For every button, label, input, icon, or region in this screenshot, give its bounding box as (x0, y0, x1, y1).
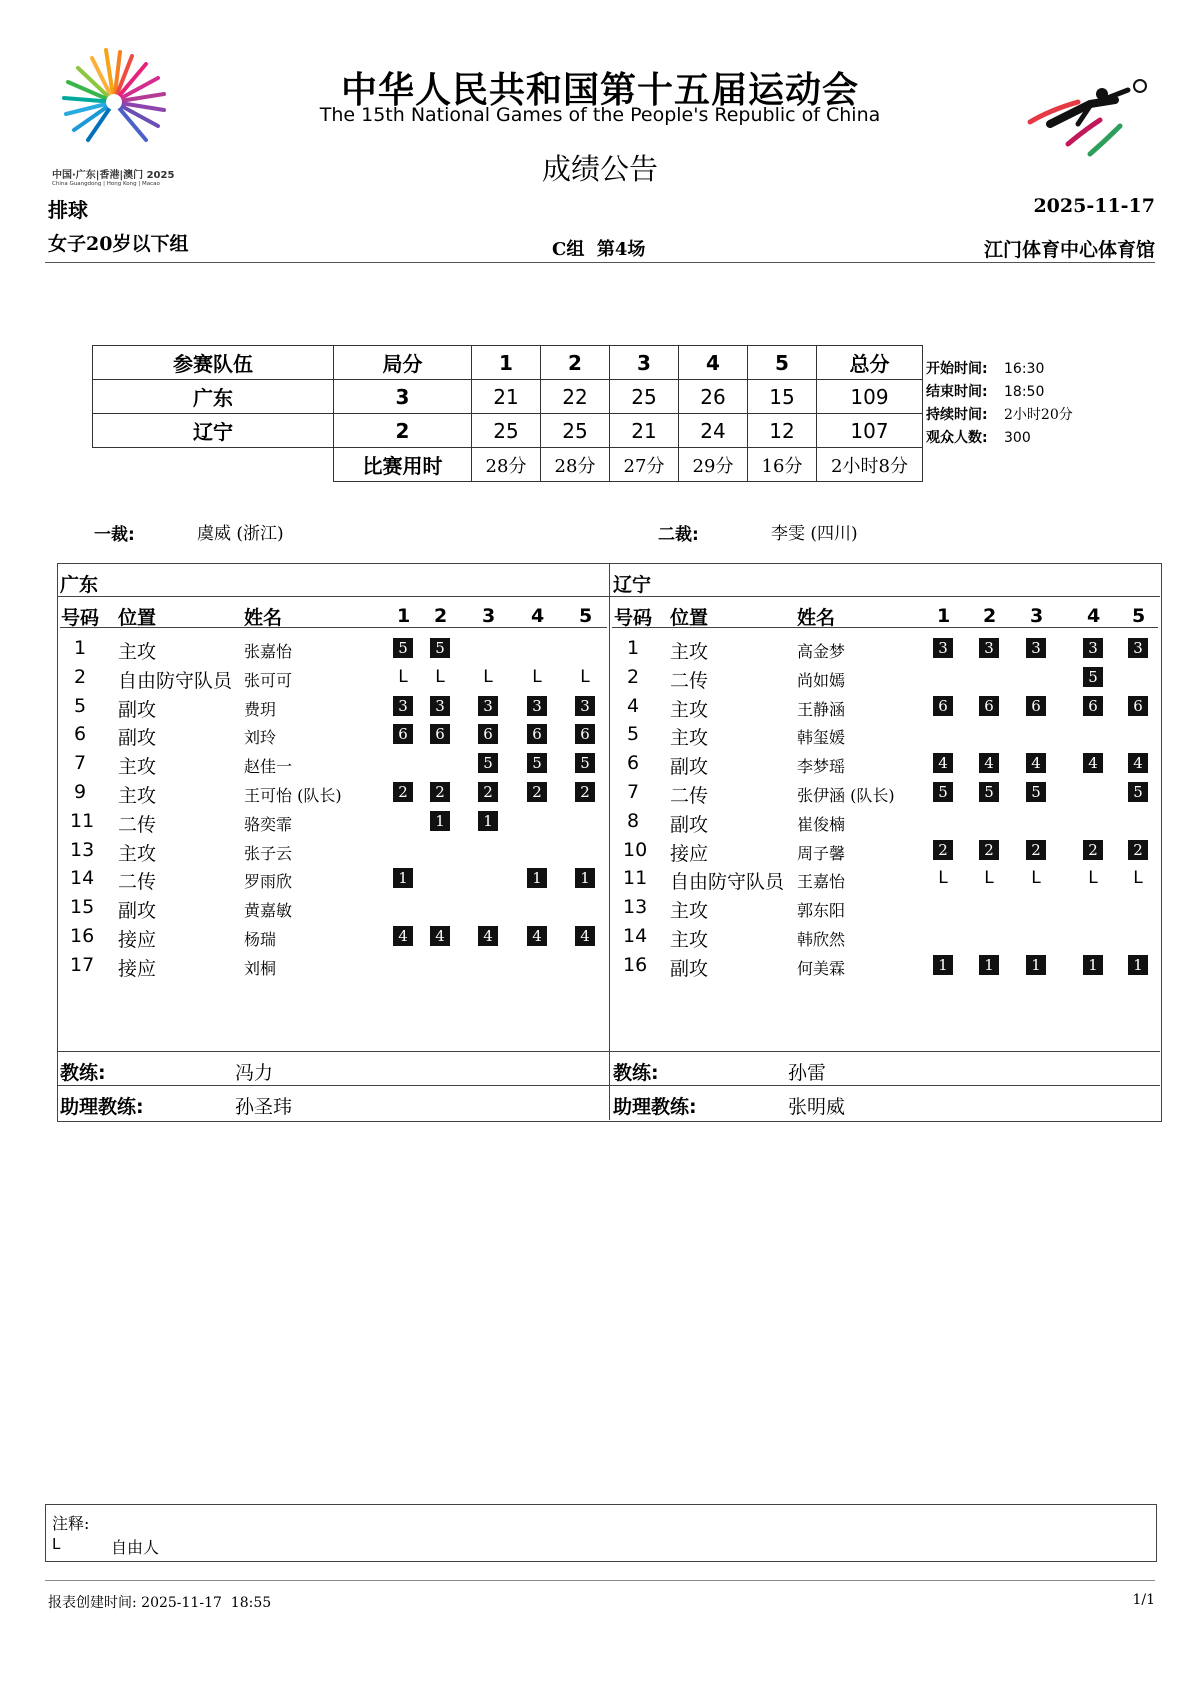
rotation-marker: 3 (575, 696, 595, 716)
set-score: 15 (748, 380, 817, 414)
player-number: 4 (627, 694, 640, 717)
player-number: 15 (70, 896, 95, 919)
set-score: 26 (679, 380, 748, 414)
rotation-marker: 4 (933, 753, 953, 773)
player-position: 副攻 (670, 813, 709, 836)
rotation-marker: 2 (1083, 840, 1103, 860)
player-position: 自由防守队员 (670, 871, 785, 894)
rotation-marker: 5 (1128, 782, 1148, 802)
roster-rule (57, 596, 1160, 597)
set-score: 22 (541, 380, 610, 414)
total-points: 109 (817, 380, 923, 414)
empty-cell (93, 448, 334, 482)
rotation-marker: 4 (393, 926, 413, 946)
document-title: 成绩公告 (541, 152, 658, 186)
first-referee: 虞威 (浙江) (197, 524, 284, 544)
player-number: 13 (70, 838, 95, 861)
rotation-marker: 1 (478, 811, 498, 831)
rotation-marker: 5 (393, 638, 413, 658)
roster-header-set: 4 (531, 605, 545, 627)
assistant-coach-label: 助理教练: (60, 1096, 144, 1118)
coach-label: 教练: (60, 1062, 106, 1084)
player-position: 主攻 (118, 842, 157, 865)
rotation-marker: 1 (1083, 955, 1103, 975)
player-number: 14 (70, 867, 95, 890)
player-position: 接应 (118, 957, 157, 980)
event-title-cn: 中华人民共和国第十五届运动会 (340, 70, 859, 111)
rotation-marker: 1 (979, 955, 999, 975)
player-number: 5 (74, 694, 87, 717)
player-number: 9 (74, 781, 87, 803)
rotation-marker: 2 (575, 782, 595, 802)
player-position: 主攻 (670, 641, 709, 663)
match-length (926, 404, 1073, 424)
player-number: 16 (623, 953, 648, 976)
set-duration: 28分 (472, 448, 541, 482)
notes-meaning: 自由人 (111, 1538, 160, 1557)
notes-code: L (52, 1535, 61, 1553)
player-position: 主攻 (670, 900, 709, 923)
rotation-marker: 5 (933, 782, 953, 802)
header-set-3: 3 (610, 346, 679, 380)
rotation-marker: 3 (478, 696, 498, 716)
roster-team-name: 广东 (60, 574, 99, 596)
player-name: 高金梦 (797, 642, 846, 661)
rotation-marker: 3 (430, 696, 450, 716)
rotation-marker: 6 (1128, 696, 1148, 716)
assistant-coach-name: 张明威 (788, 1096, 846, 1118)
player-position: 副攻 (670, 957, 709, 980)
first-referee-label: 一裁: (94, 525, 135, 545)
libero-marker: L (532, 666, 542, 687)
player-name: 尚如嫣 (797, 670, 846, 690)
roster-header-number: 号码 (614, 607, 653, 629)
player-name: 刘玲 (244, 728, 277, 748)
player-number: 2 (627, 665, 640, 688)
rotation-marker: 5 (1083, 667, 1103, 687)
player-name: 韩玺媛 (797, 728, 846, 748)
rotation-marker: 2 (527, 782, 547, 802)
player-position: 副攻 (118, 900, 157, 923)
player-name: 刘桐 (244, 958, 277, 978)
rotation-marker: 3 (1026, 638, 1046, 658)
player-position: 自由防守队员 (118, 669, 233, 692)
rotation-marker: 6 (575, 724, 595, 744)
score-row (93, 414, 923, 448)
player-name: 周子馨 (797, 843, 846, 863)
assistant-coach-label: 助理教练: (613, 1096, 697, 1118)
libero-marker: L (984, 868, 994, 889)
notes-box (45, 1504, 1157, 1562)
duration-label: 比赛用时 (334, 448, 472, 482)
games-logo-text: 中国·广东|香港|澳门 2025 (52, 170, 175, 181)
rotation-marker: 3 (979, 638, 999, 658)
header-total: 总分 (817, 346, 923, 380)
player-name: 张嘉怡 (244, 642, 293, 661)
set-score: 21 (610, 414, 679, 448)
rotation-marker: 5 (527, 753, 547, 773)
libero-marker: L (483, 666, 493, 687)
rotation-marker: 1 (1128, 955, 1148, 975)
libero-marker: L (580, 666, 590, 687)
score-row (93, 380, 923, 414)
assistant-coach-name: 孙圣玮 (235, 1096, 293, 1118)
sets-won: 2 (334, 414, 472, 448)
player-number: 1 (627, 637, 640, 659)
player-name: 张子云 (244, 843, 293, 863)
page-number: 1/1 (1132, 1592, 1155, 1608)
roster-header-name: 姓名 (244, 607, 283, 629)
start-time-label: 开始时间: (926, 361, 988, 377)
player-number: 13 (623, 896, 648, 919)
roster-rule (57, 1051, 1160, 1052)
player-position: 副攻 (118, 727, 157, 750)
player-name: 崔俊楠 (797, 814, 846, 834)
rotation-marker: 3 (1083, 638, 1103, 658)
rotation-marker: 2 (430, 782, 450, 802)
second-referee: 李雯 (四川) (771, 524, 858, 544)
player-number: 6 (74, 723, 87, 746)
player-name: 费玥 (244, 699, 277, 719)
team-name: 辽宁 (93, 414, 334, 448)
rotation-marker: 2 (1026, 840, 1046, 860)
rotation-marker: 3 (393, 696, 413, 716)
player-number: 6 (627, 752, 640, 775)
sets-won: 3 (334, 380, 472, 414)
rotation-marker: 3 (1128, 638, 1148, 658)
total-duration: 2小时8分 (817, 448, 923, 482)
roster-header-set: 5 (1132, 605, 1146, 627)
roster-header-number: 号码 (61, 607, 100, 629)
player-position: 二传 (118, 813, 157, 836)
games-logo-subtext: China Guangdong | Hong Kong | Macao (52, 181, 160, 187)
player-number: 7 (74, 752, 87, 775)
roster-header-set: 2 (434, 605, 448, 627)
libero-marker: L (435, 666, 445, 687)
match-length-value: 2小时20分 (1004, 407, 1073, 423)
player-position: 主攻 (118, 785, 157, 807)
player-position: 主攻 (670, 698, 709, 721)
match-length-label: 持续时间: (926, 407, 988, 423)
coach-label: 教练: (613, 1062, 659, 1084)
rotation-marker: 4 (527, 926, 547, 946)
venue-label: 江门体育中心体育馆 (983, 239, 1155, 261)
player-position: 主攻 (670, 727, 709, 750)
roster-header-set: 3 (1030, 605, 1044, 627)
player-position: 接应 (118, 929, 157, 951)
set-score: 25 (472, 414, 541, 448)
rotation-marker: 5 (575, 753, 595, 773)
rotation-marker: 4 (1026, 753, 1046, 773)
player-number: 11 (623, 867, 648, 890)
sport-label: 排球 (48, 198, 88, 222)
coach-name: 孙雷 (788, 1062, 827, 1084)
player-number: 16 (70, 925, 95, 947)
player-number: 11 (70, 809, 95, 832)
spectators-label: 观众人数: (926, 430, 988, 446)
player-position: 主攻 (118, 756, 157, 779)
rotation-marker: 4 (979, 753, 999, 773)
score-table (92, 345, 923, 482)
roster-header-set: 5 (579, 605, 593, 627)
header-set-1: 1 (472, 346, 541, 380)
player-name: 王静涵 (797, 699, 846, 719)
player-name: 罗雨欣 (244, 872, 293, 892)
player-number: 7 (627, 781, 640, 803)
roster-header-set: 1 (397, 605, 411, 627)
rotation-marker: 3 (527, 696, 547, 716)
header-team: 参赛队伍 (93, 346, 334, 380)
roster-header-position: 位置 (670, 607, 709, 629)
rotation-marker: 4 (1083, 753, 1103, 773)
team-name: 广东 (93, 380, 334, 414)
player-position: 副攻 (118, 698, 157, 721)
player-number: 10 (623, 838, 648, 861)
end-time-value: 18:50 (1004, 384, 1045, 400)
duration-row (93, 448, 923, 482)
rotation-marker: 4 (1128, 753, 1148, 773)
rotation-marker: 2 (1128, 840, 1148, 860)
rotation-marker: 6 (430, 724, 450, 744)
player-position: 副攻 (670, 756, 709, 779)
set-duration: 29分 (679, 448, 748, 482)
roster-header-set: 4 (1087, 605, 1101, 627)
spectators-value: 300 (1004, 430, 1031, 446)
player-number: 5 (627, 723, 640, 746)
rotation-marker: 3 (933, 638, 953, 658)
player-number: 1 (74, 637, 87, 659)
header-divider (45, 262, 1155, 263)
set-score: 21 (472, 380, 541, 414)
set-duration: 28分 (541, 448, 610, 482)
set-score: 12 (748, 414, 817, 448)
rotation-marker: 1 (430, 811, 450, 831)
rotation-marker: 6 (527, 724, 547, 744)
footer-divider (45, 1580, 1155, 1581)
player-name: 骆奕霏 (244, 814, 293, 834)
rotation-marker: 5 (979, 782, 999, 802)
roster-team-name: 辽宁 (613, 574, 652, 596)
start-time (926, 358, 1044, 378)
player-number: 14 (623, 925, 648, 947)
rotation-marker: 2 (933, 840, 953, 860)
header-set-4: 4 (679, 346, 748, 380)
report-date: 2025-11-17 (1033, 195, 1155, 217)
roster-rule (57, 1085, 1160, 1086)
end-time-label: 结束时间: (926, 384, 988, 400)
libero-marker: L (1088, 868, 1098, 889)
rotation-marker: 2 (393, 782, 413, 802)
rotation-marker: 2 (979, 840, 999, 860)
header-set-2: 2 (541, 346, 610, 380)
rotation-marker: 4 (575, 926, 595, 946)
rotation-marker: 6 (478, 724, 498, 744)
roster-header-set: 3 (482, 605, 496, 627)
rotation-marker: 4 (430, 926, 450, 946)
set-score: 24 (679, 414, 748, 448)
match-label: C组 第4场 (552, 239, 646, 260)
libero-marker: L (1031, 868, 1041, 889)
libero-marker: L (398, 666, 408, 687)
player-position: 二传 (670, 785, 709, 807)
set-score: 25 (541, 414, 610, 448)
player-name: 韩欣然 (797, 930, 846, 949)
spectators (926, 427, 1031, 447)
player-name: 张伊涵 (队长) (797, 786, 895, 805)
player-name: 赵佳一 (244, 757, 293, 777)
roster-header-name: 姓名 (797, 607, 836, 629)
start-time-value: 16:30 (1004, 361, 1045, 377)
header-set-5: 5 (748, 346, 817, 380)
player-position: 接应 (670, 842, 709, 865)
second-referee-label: 二裁: (658, 525, 699, 545)
rotation-marker: 4 (478, 926, 498, 946)
rotation-marker: 5 (430, 638, 450, 658)
rotation-marker: 1 (1026, 955, 1046, 975)
total-points: 107 (817, 414, 923, 448)
libero-marker: L (1133, 868, 1143, 889)
player-position: 主攻 (670, 929, 709, 951)
player-number: 2 (74, 665, 87, 688)
rotation-marker: 6 (1083, 696, 1103, 716)
report-created: 报表创建时间: 2025-11-17 18:55 (48, 1595, 272, 1611)
player-name: 黄嘉敏 (244, 901, 293, 921)
event-title-en: The 15th National Games of the People's Republic of China (319, 104, 881, 126)
rotation-marker: 6 (393, 724, 413, 744)
notes-label: 注释: (52, 1514, 90, 1533)
player-position: 二传 (118, 871, 157, 894)
player-number: 17 (70, 953, 95, 976)
rotation-marker: 6 (933, 696, 953, 716)
player-name: 李梦瑶 (797, 757, 846, 777)
rotation-marker: 1 (575, 868, 595, 888)
player-name: 何美霖 (797, 958, 846, 978)
player-name: 郭东阳 (797, 901, 846, 921)
roster-header-set: 2 (983, 605, 997, 627)
header-sets: 局分 (334, 346, 472, 380)
score-table-header (93, 346, 923, 380)
rotation-marker: 6 (1026, 696, 1046, 716)
category-label: 女子20岁以下组 (48, 233, 189, 255)
roster-header-position: 位置 (118, 607, 157, 629)
end-time (926, 381, 1044, 401)
roster-header-set: 1 (937, 605, 951, 627)
set-score: 25 (610, 380, 679, 414)
player-position: 二传 (670, 669, 709, 692)
rotation-marker: 1 (393, 868, 413, 888)
rotation-marker: 2 (478, 782, 498, 802)
libero-marker: L (938, 868, 948, 889)
player-number: 8 (627, 809, 640, 832)
rotation-marker: 5 (1026, 782, 1046, 802)
rotation-marker: 1 (527, 868, 547, 888)
player-name: 杨瑞 (244, 930, 277, 949)
coach-name: 冯力 (235, 1062, 274, 1084)
player-name: 张可可 (244, 670, 293, 690)
player-position: 主攻 (118, 641, 157, 663)
player-name: 王嘉怡 (797, 872, 846, 892)
set-duration: 27分 (610, 448, 679, 482)
roster-divider (609, 563, 610, 1120)
player-name: 王可怡 (队长) (244, 786, 342, 805)
rotation-marker: 6 (979, 696, 999, 716)
rotation-marker: 1 (933, 955, 953, 975)
rotation-marker: 5 (478, 753, 498, 773)
set-duration: 16分 (748, 448, 817, 482)
